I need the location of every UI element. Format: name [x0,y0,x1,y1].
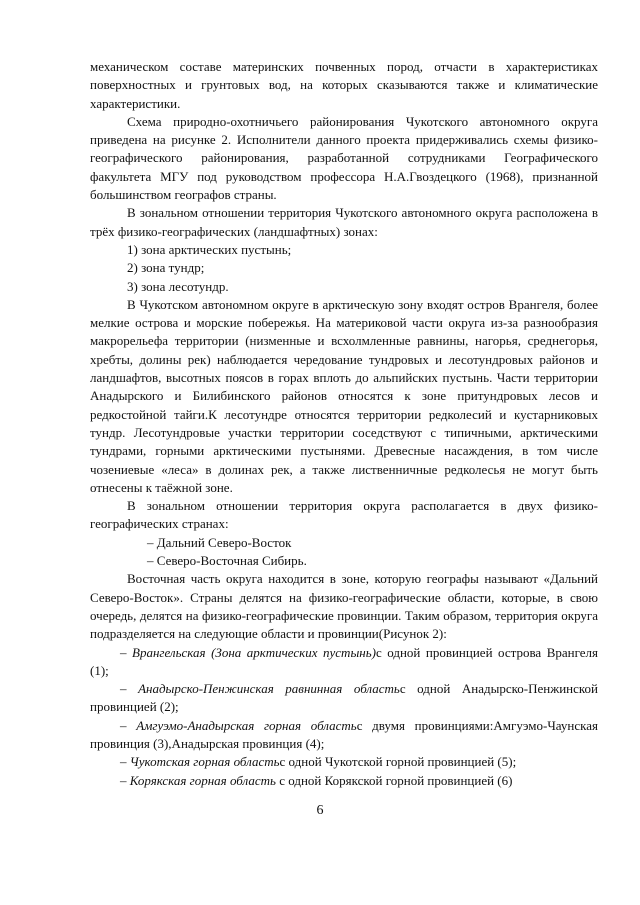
list-item: 3) зона лесотундр. [127,278,229,294]
region-name: Анадырско-Пенжинская равнинная область [138,681,400,697]
regions-list [90,644,598,790]
paragraph-arctic-zone: В Чукотском автономном округе в арктическую зону входят остров Врангеля, более мелкие острова и морские побережья. На материковой части округа из-за разнообразия макрорельефа территории (низменные и всхолмленные равнины, нагорья, среднегорья, хребты, долины рек) наблюдается чередование тундровых и лесотундровых районов и ландшафтов, высотных поясов в горах вплоть до альпийских пустынь. Части территории Анадырского и Билибинского районов относятся к зоне притундровых лесов и редкостойной тайги.К лесотундре относятся территории редколесий и кустарниковых тундр. Лесотундровые участки территории соседствуют с типичными, арктическими тундрами, горными арктическими пустынями. Древесные насаждения, в том числе чозениевые «леса» в долинах рек, а также лиственничные редколесья не могут быть отнесены к таёжной зоне. [90,296,598,495]
countries-list [90,534,598,571]
region-name: Врангельская (Зона арктических пустынь) [132,644,376,660]
region-item: – Врангельская (Зона арктических пустынь)с одной провинцией острова Врангеля (1); [90,644,599,678]
region-name: Корякская горная область [129,772,276,788]
region-name: Амгуэмо-Анадырская горная область [136,717,357,733]
paragraph-soil-conditions: механическом составе материнских почвенных пород, отчасти в характеристиках поверхностных и грунтовых вод, на которых сказываются также и климатические характеристики. [90,59,598,111]
list-item: – Дальний Северо-Восток [147,534,292,550]
paragraph-zonal-intro: В зональном отношении территория Чукотского автономного округа расположена в трёх физико-географических (ландшафтных) зонах: [90,205,598,239]
region-item: – Чукотская горная областьс одной Чукотской горной провинцией (5); [120,754,517,770]
region-item: – Корякская горная область с одной Корякской горной провинцией (6) [120,772,513,788]
region-item: – Анадырско-Пенжинская равнинная областьс одной Анадырско-Пенжинской провинцией (2); [90,681,598,715]
list-item: 1) зона арктических пустынь; [127,241,292,257]
region-name: Чукотская горная область [129,754,280,770]
region-item: – Амгуэмо-Анадырская горная областьс двумя провинциями:Амгуэмо-Чаунская провинция (3),Анадырская провинция (4); [90,717,598,751]
list-item: – Северо-Восточная Сибирь. [147,553,307,569]
page-number: 6 [316,803,324,818]
paragraph-zoning-scheme: Схема природно-охотничьего районирования Чукотского автономного округа приведена на рисунке 2. Исполнители данного проекта придерживались схемы физико-географического районирования, разработанной сотрудниками Географического факультета МГУ под руководством профессора Н.А.Гвоздецкого (1968), признанной большинством географов страны. [90,113,598,203]
paragraph-provinces-intro: Восточная часть округа находится в зоне, которую географы называют «Дальний Северо-Восток». Страны делятся на физико-географические области, которые, в свою очередь, делятся на физико-географические провинции. Таким образом, территория округа подразделяется на следующие области и провинции(Рисунок 2): [90,571,598,642]
document-page [90,58,598,790]
list-item: 2) зона тундр; [127,260,205,276]
paragraph-countries-intro: В зональном отношении территория округа располагается в двух физико-географических странах: [90,498,598,532]
zones-list [90,241,598,296]
